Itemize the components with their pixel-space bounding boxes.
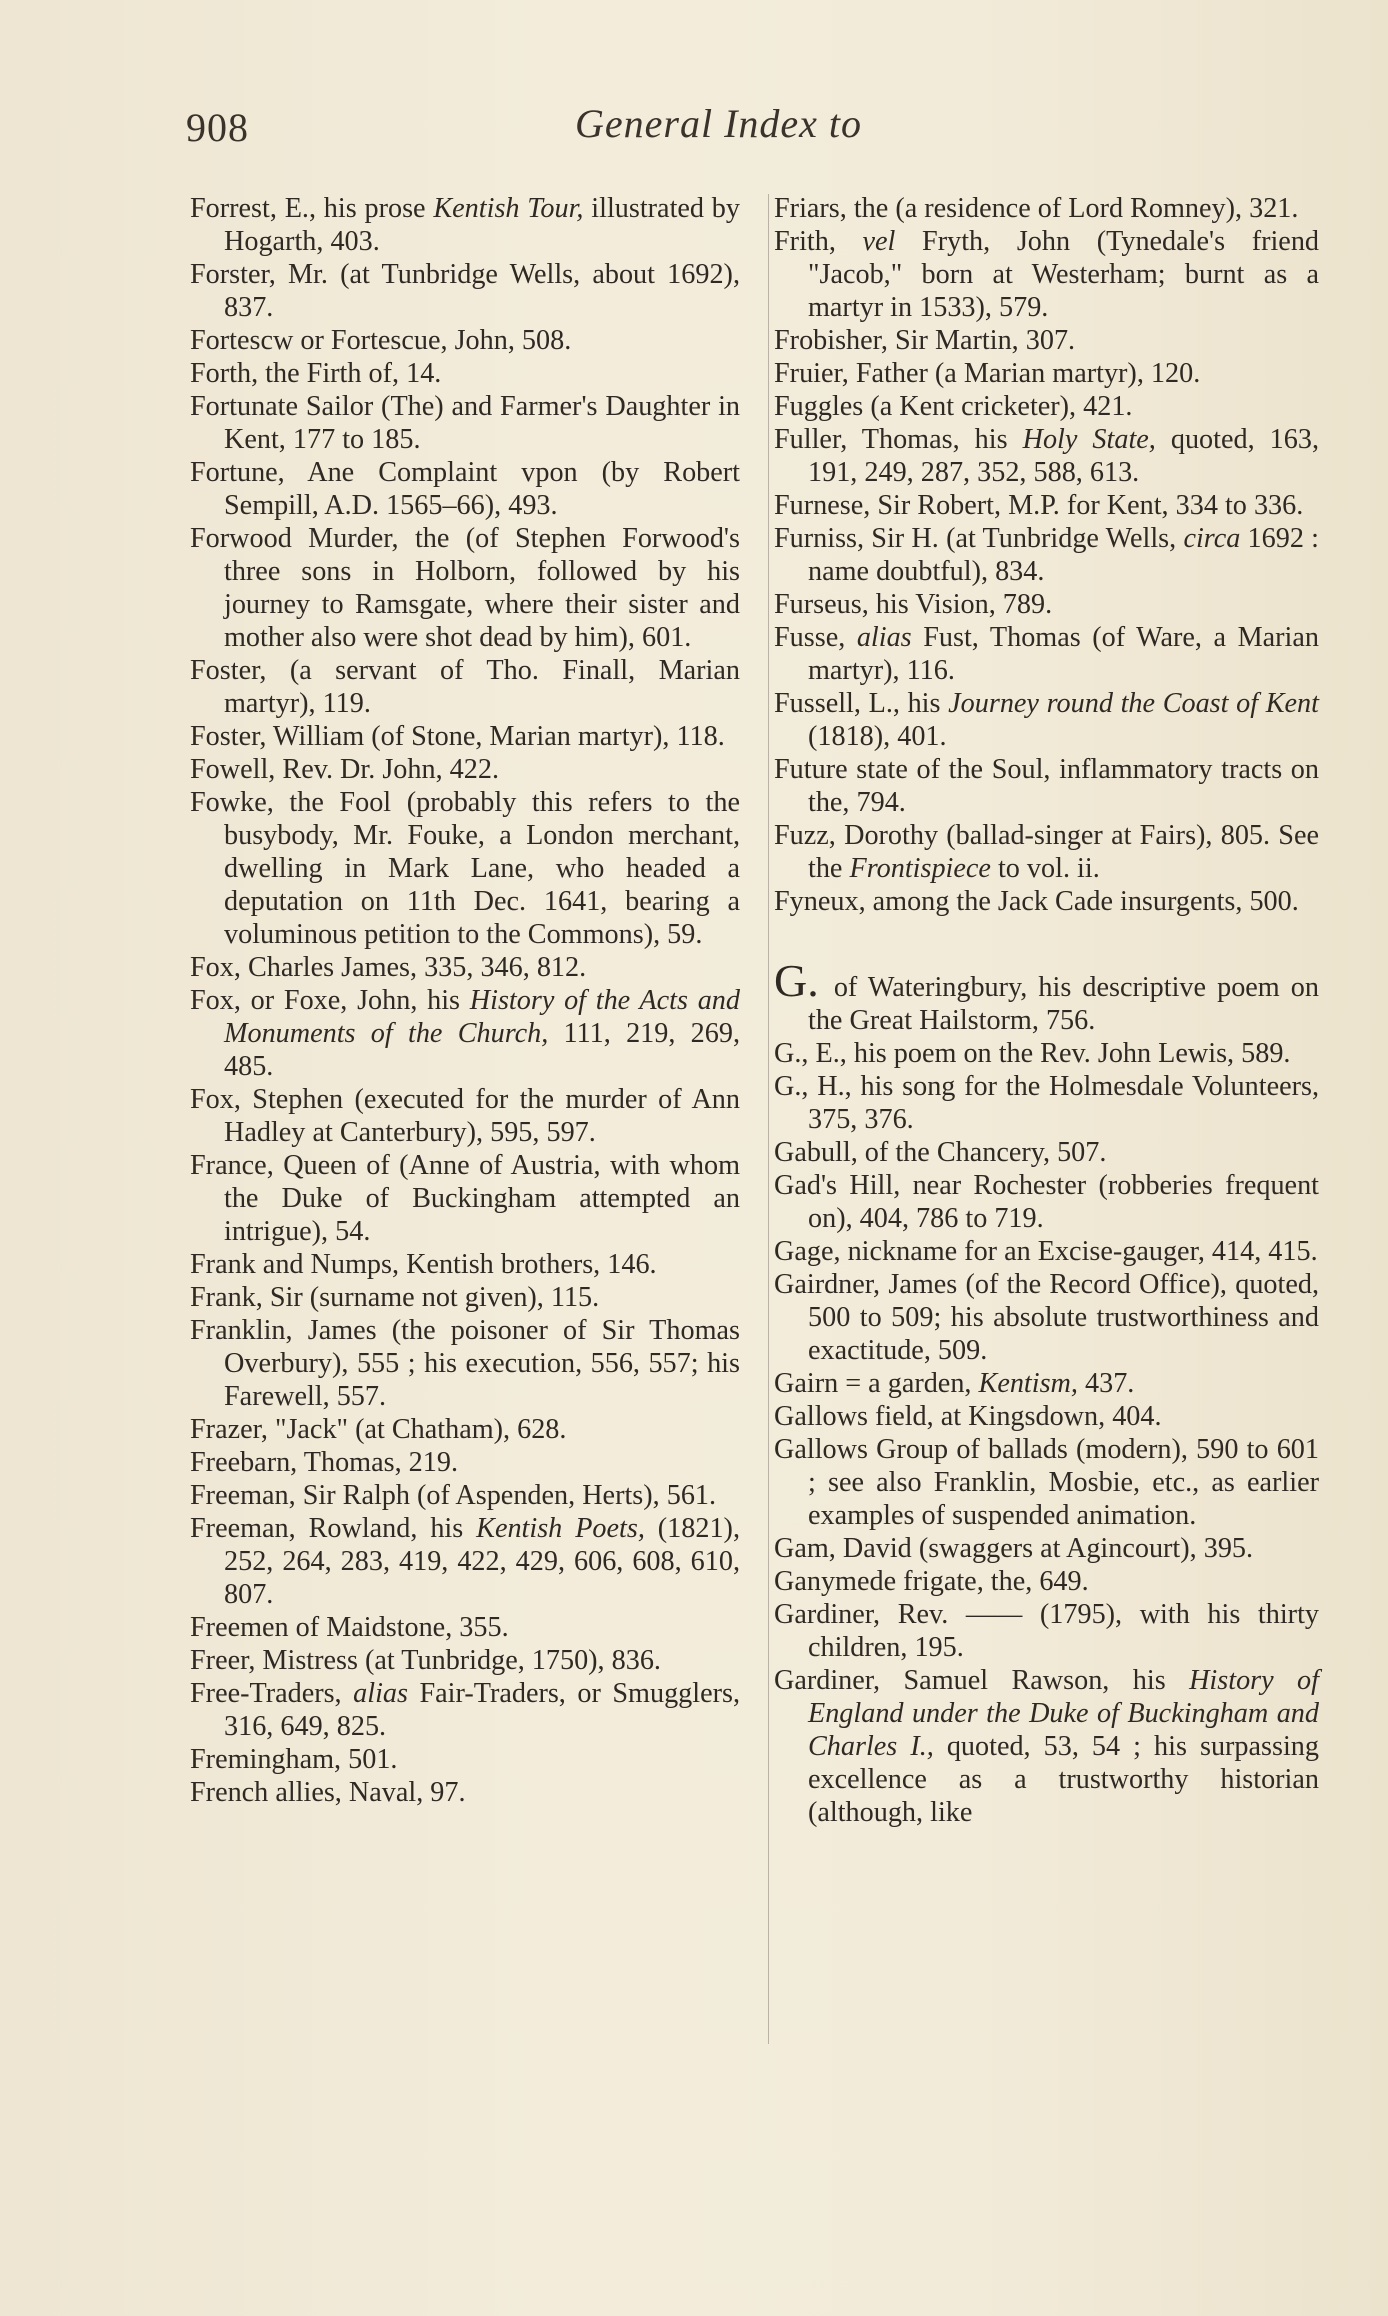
- entry-text: Freeman, Sir Ralph (of Aspenden, Herts), 561.: [190, 1480, 717, 1511]
- entry-text: Fortune, Ane Complaint vpon (by Robert Sempill, A.D. 1565–66), 493.: [190, 457, 740, 521]
- entry-text: France, Queen of (Anne of Austria, with whom the Duke of Buckingham attempted an intrigue), 54.: [190, 1150, 740, 1247]
- index-entry: [190, 456, 740, 522]
- entry-text: Gairdner, James (of the Record Office), quoted, 500 to 509; his absolute trustworthiness and exactitude, 509.: [774, 1269, 1319, 1366]
- index-entry: [774, 390, 1319, 423]
- index-section-g: [774, 1037, 1319, 1829]
- index-entry: [190, 1248, 740, 1281]
- index-entry: [774, 819, 1319, 885]
- entry-text: Gardiner, Samuel Rawson, his: [774, 1665, 1190, 1696]
- entry-text: Frank, Sir (surname not given), 115.: [190, 1282, 600, 1313]
- entry-text: Gardiner, Rev. —— (1795), with his thirty children, 195.: [774, 1599, 1319, 1663]
- index-entry: [190, 390, 740, 456]
- entry-text: (1818), 401.: [808, 721, 947, 752]
- index-entry: [190, 1776, 740, 1809]
- entry-text: Furniss, Sir H. (at Tunbridge Wells,: [774, 523, 1184, 554]
- index-entry: [774, 588, 1319, 621]
- entry-text: Ganymede frigate, the, 649.: [774, 1566, 1089, 1597]
- entry-text: Freeman, Rowland, his: [190, 1513, 477, 1544]
- entry-title-italic: Journey round the Coast of Kent: [948, 688, 1319, 719]
- entry-text: Fowell, Rev. Dr. John, 422.: [190, 754, 500, 785]
- entry-text: of Wateringbury, his descriptive poem on the Great Hailstorm, 756.: [808, 972, 1319, 1036]
- running-title: General Index to: [575, 101, 863, 146]
- entry-text: Friars, the (a residence of Lord Romney), 321.: [774, 193, 1299, 224]
- entry-text: Frank and Numps, Kentish brothers, 146.: [190, 1249, 657, 1280]
- index-column-left: [190, 192, 740, 1809]
- index-entry: [190, 753, 740, 786]
- index-section-f-continued: [774, 192, 1319, 918]
- entry-text: Fusse,: [774, 622, 857, 653]
- entry-title-italic: Frontispiece: [849, 853, 991, 884]
- index-column-right: [774, 192, 1319, 1829]
- entry-text: Fuggles (a Kent cricketer), 421.: [774, 391, 1133, 422]
- entry-text: Gam, David (swaggers at Agincourt), 395.: [774, 1533, 1254, 1564]
- index-entry: [190, 522, 740, 654]
- column-divider: [768, 194, 769, 2044]
- index-entry: [190, 720, 740, 753]
- entry-text: Fruier, Father (a Marian martyr), 120.: [774, 358, 1201, 389]
- index-entry: [774, 1367, 1319, 1400]
- index-entry: [774, 1136, 1319, 1169]
- index-entry: [190, 357, 740, 390]
- entry-title-italic: Kentish Poets,: [476, 1513, 645, 1544]
- entry-text: Fox, Charles James, 335, 346, 812.: [190, 952, 587, 983]
- entry-text: Forster, Mr. (at Tunbridge Wells, about 1692), 837.: [190, 259, 740, 323]
- entry-text: Gallows field, at Kingsdown, 404.: [774, 1401, 1162, 1432]
- index-entry: [774, 1664, 1319, 1829]
- index-entry: [190, 654, 740, 720]
- entry-text: quoted, 163, 191, 249, 287, 352, 588, 613.: [808, 424, 1319, 488]
- index-entry: [774, 324, 1319, 357]
- entry-text: (1821), 252, 264, 283, 419, 422, 429, 606, 608, 610, 807.: [224, 1513, 740, 1610]
- index-entry: [774, 1565, 1319, 1598]
- entry-text: Fuzz, Dorothy (ballad-singer at Fairs), 805. See the: [774, 820, 1319, 884]
- index-entry: [190, 1479, 740, 1512]
- index-entry: [190, 1644, 740, 1677]
- index-entry: [774, 885, 1319, 918]
- entry-text: Fussell, L., his: [774, 688, 949, 719]
- entry-text: Frazer, "Jack" (at Chatham), 628.: [190, 1414, 567, 1445]
- entry-text: G., H., his song for the Holmesdale Volunteers, 375, 376.: [774, 1071, 1319, 1135]
- entry-text: Gallows Group of ballads (modern), 590 to 601 ; see also Franklin, Mosbie, etc., as earlier examples of suspended animation.: [774, 1434, 1319, 1531]
- index-entry: [774, 687, 1319, 753]
- entry-text: 1692 : name doubtful), 834.: [808, 523, 1319, 587]
- entry-text: Future state of the Soul, inflammatory tracts on the, 794.: [774, 754, 1319, 818]
- entry-title-italic: Holy State,: [1022, 424, 1156, 455]
- index-entry: [774, 1037, 1319, 1070]
- entry-title-italic: alias: [353, 1678, 408, 1709]
- entry-text: Fryth, John (Tynedale's friend "Jacob," born at Westerham; burnt as a martyr in 1533), 579.: [808, 226, 1320, 323]
- entry-text: quoted, 53, 54 ; his surpassing excellence as a trustworthy historian (although, like: [808, 1731, 1319, 1828]
- entry-text: Fox, or Foxe, John, his: [190, 985, 470, 1016]
- index-entry-g-first: [774, 955, 1319, 1037]
- entry-text: Freebarn, Thomas, 219.: [190, 1447, 458, 1478]
- entry-title-italic: Kentish Tour,: [433, 193, 584, 224]
- entry-text: Fortunate Sailor (The) and Farmer's Daughter in Kent, 177 to 185.: [190, 391, 740, 455]
- entry-text: Fyneux, among the Jack Cade insurgents, 500.: [774, 886, 1299, 917]
- index-entry: [190, 1083, 740, 1149]
- entry-title-italic: Kentism,: [978, 1368, 1078, 1399]
- section-letter-g: G.: [774, 955, 819, 1006]
- entry-text: Forwood Murder, the (of Stephen Forwood's three sons in Holborn, followed by his journey to Ramsgate, where their sister and mother also were shot dead by him), 601.: [190, 523, 740, 653]
- entry-text: Gabull, of the Chancery, 507.: [774, 1137, 1107, 1168]
- entry-text: 437.: [1077, 1368, 1135, 1399]
- entry-text: Foster, (a servant of Tho. Finall, Marian martyr), 119.: [190, 655, 740, 719]
- index-entry: [190, 1446, 740, 1479]
- entry-text: Furseus, his Vision, 789.: [774, 589, 1053, 620]
- index-entry: [774, 423, 1319, 489]
- index-entry: [190, 1314, 740, 1413]
- index-entry: [774, 1433, 1319, 1532]
- index-entry: [774, 621, 1319, 687]
- entry-text: 111, 219, 269, 485.: [224, 1018, 740, 1082]
- entry-title-italic: circa: [1183, 523, 1241, 554]
- entry-text: to vol. ii.: [990, 853, 1100, 884]
- page-number: 908: [186, 105, 249, 150]
- index-entry: [774, 357, 1319, 390]
- section-gap: [774, 918, 1319, 966]
- index-entry: [774, 1532, 1319, 1565]
- entry-text: Fust, Thomas (of Ware, a Marian martyr), 116.: [808, 622, 1319, 686]
- entry-text: Gage, nickname for an Excise-gauger, 414, 415.: [774, 1236, 1318, 1267]
- entry-text: Fuller, Thomas, his: [774, 424, 1023, 455]
- index-entry: [190, 192, 740, 258]
- index-entry: [774, 225, 1319, 324]
- index-entry: [190, 1743, 740, 1776]
- entry-text: Free-Traders,: [190, 1678, 354, 1709]
- entry-text: Forth, the Firth of, 14.: [190, 358, 442, 389]
- entry-text: Fox, Stephen (executed for the murder of Ann Hadley at Canterbury), 595, 597.: [190, 1084, 740, 1148]
- entry-text: Frith,: [774, 226, 863, 257]
- index-entry: [774, 1400, 1319, 1433]
- index-entry: [190, 1512, 740, 1611]
- entry-text: Gairn = a garden,: [774, 1368, 979, 1399]
- entry-text: French allies, Naval, 97.: [190, 1777, 466, 1808]
- index-entry: [190, 1611, 740, 1644]
- entry-text: Foster, William (of Stone, Marian martyr), 118.: [190, 721, 725, 752]
- entry-title-italic: History of the Acts and Monuments of the Church,: [224, 985, 740, 1049]
- index-entry: [190, 1149, 740, 1248]
- index-entry: [190, 258, 740, 324]
- entry-text: Freemen of Maidstone, 355.: [190, 1612, 509, 1643]
- index-entry: [774, 1235, 1319, 1268]
- entry-text: Freer, Mistress (at Tunbridge, 1750), 836.: [190, 1645, 661, 1676]
- index-entry: [190, 1413, 740, 1446]
- index-entry: [190, 984, 740, 1083]
- entry-text: Furnese, Sir Robert, M.P. for Kent, 334 to 336.: [774, 490, 1304, 521]
- entry-text: illustrated by Hogarth, 403.: [224, 193, 740, 257]
- entry-text: Fremingham, 501.: [190, 1744, 398, 1775]
- index-entry: [774, 192, 1319, 225]
- index-entry: [774, 1268, 1319, 1367]
- index-entry: [774, 1070, 1319, 1136]
- index-entry: [774, 522, 1319, 588]
- index-entry: [190, 786, 740, 951]
- index-entry: [190, 1677, 740, 1743]
- entry-title-italic: History of England under the Duke of Buckingham and Charles I.,: [808, 1665, 1319, 1762]
- index-entry: [774, 1598, 1319, 1664]
- index-entry: [190, 951, 740, 984]
- entry-text: Fowke, the Fool (probably this refers to the busybody, Mr. Fouke, a London merchant, dwelling in Mark Lane, who headed a deputation on 11th Dec. 1641, bearing a voluminous petition to the Commons), 59.: [190, 787, 740, 950]
- entry-title-italic: vel: [862, 226, 896, 257]
- entry-title-italic: alias: [856, 622, 912, 653]
- entry-text: G., E., his poem on the Rev. John Lewis, 589.: [774, 1038, 1291, 1069]
- index-entry: [774, 1169, 1319, 1235]
- entry-text: Fair-Traders, or Smugglers, 316, 649, 825.: [224, 1678, 741, 1742]
- entry-text: Gad's Hill, near Rochester (robberies frequent on), 404, 786 to 719.: [774, 1170, 1319, 1234]
- entry-text: Franklin, James (the poisoner of Sir Thomas Overbury), 555 ; his execution, 556, 557; his Farewell, 557.: [190, 1315, 740, 1412]
- index-entry: [774, 489, 1319, 522]
- index-entry: [190, 1281, 740, 1314]
- index-entry: [190, 324, 740, 357]
- entry-text: Frobisher, Sir Martin, 307.: [774, 325, 1076, 356]
- index-entry: [774, 753, 1319, 819]
- entry-text: Fortescw or Fortescue, John, 508.: [190, 325, 572, 356]
- entry-text: Forrest, E., his prose: [190, 193, 434, 224]
